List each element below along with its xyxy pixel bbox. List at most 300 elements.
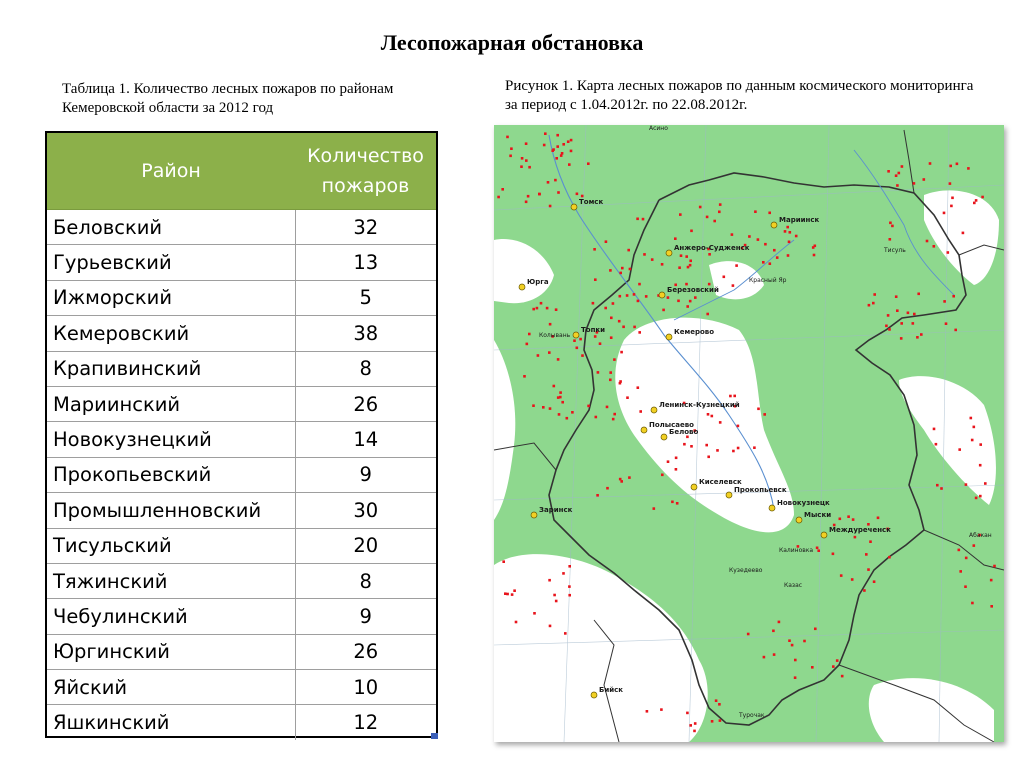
- fire-point: [947, 251, 950, 254]
- count-cell: 10: [295, 670, 436, 705]
- fire-point: [612, 418, 615, 421]
- fire-point: [689, 724, 692, 727]
- table-body: [47, 210, 436, 740]
- fire-point: [620, 480, 623, 483]
- fire-point: [528, 166, 531, 169]
- fire-point: [733, 395, 736, 398]
- fire-point: [683, 443, 686, 446]
- fire-point: [962, 232, 965, 235]
- city-label: Бийск: [599, 686, 624, 694]
- city-label: Юрга: [527, 278, 549, 286]
- fire-point: [675, 457, 678, 460]
- table-row: [47, 210, 436, 245]
- fire-point: [594, 278, 597, 281]
- fire-point: [718, 703, 721, 706]
- fire-point: [888, 556, 891, 559]
- header-count-line2: пожаров: [321, 175, 410, 197]
- fire-point: [912, 322, 915, 325]
- city-marker: [691, 484, 697, 490]
- fire-point: [549, 407, 552, 410]
- fire-point: [896, 184, 899, 187]
- fire-point: [606, 487, 609, 490]
- fire-point: [732, 450, 735, 453]
- fire-point: [887, 314, 890, 317]
- city-label: Калиновка: [779, 547, 814, 554]
- fire-point: [653, 507, 656, 510]
- fire-point: [520, 165, 523, 168]
- fire-point: [619, 295, 622, 298]
- count-cell: 38: [295, 316, 436, 351]
- fire-point: [557, 396, 560, 399]
- header-count: [295, 133, 436, 210]
- fire-point: [612, 302, 615, 305]
- fire-point: [762, 261, 765, 264]
- fire-point: [556, 145, 559, 148]
- fire-point: [525, 201, 528, 204]
- fire-point: [555, 157, 558, 160]
- fire-point: [651, 258, 654, 261]
- fire-point: [573, 339, 576, 342]
- fire-point: [676, 502, 679, 505]
- fire-point: [763, 413, 766, 416]
- city-marker: [666, 250, 672, 256]
- fire-point: [901, 165, 904, 168]
- fire-point: [606, 406, 609, 409]
- fire-point: [667, 460, 670, 463]
- fire-point: [504, 592, 507, 595]
- city-marker: [821, 532, 827, 538]
- fire-point: [547, 181, 550, 184]
- fire-point: [933, 428, 936, 431]
- fire-point: [568, 594, 571, 597]
- fire-point: [747, 633, 750, 636]
- fire-point: [757, 238, 760, 241]
- fire-point: [979, 495, 982, 498]
- count-cell: 26: [295, 386, 436, 421]
- fire-point: [553, 594, 556, 597]
- fire-point: [754, 210, 757, 213]
- fire-point: [637, 386, 640, 389]
- fire-point: [557, 191, 560, 194]
- fire-point: [678, 266, 681, 269]
- city-marker: [796, 517, 802, 523]
- city-label: Абакан: [969, 532, 992, 539]
- count-cell: 26: [295, 634, 436, 669]
- fire-point: [900, 337, 903, 340]
- count-cell: 30: [295, 493, 436, 528]
- fire-point: [592, 302, 595, 305]
- fire-point: [638, 331, 641, 334]
- fire-point: [839, 518, 842, 521]
- table-row: [47, 386, 436, 421]
- fire-point: [628, 476, 631, 479]
- fire-point: [570, 139, 573, 142]
- fire-point: [533, 612, 536, 615]
- fire-point: [509, 155, 512, 158]
- fire-point: [965, 483, 968, 486]
- fire-point: [913, 182, 916, 185]
- fire-point: [952, 295, 955, 298]
- fire-point: [497, 196, 500, 199]
- fire-point: [686, 305, 689, 308]
- fire-point: [708, 283, 711, 286]
- slide-title: Лесопожарная обстановка: [380, 30, 644, 55]
- fire-point: [813, 254, 816, 257]
- fire-point: [817, 549, 820, 552]
- fire-point: [596, 494, 599, 497]
- city-marker: [641, 427, 647, 433]
- fire-point: [562, 572, 565, 575]
- count-cell: 32: [295, 210, 436, 245]
- city-marker: [659, 292, 665, 298]
- region-cell: Чебулинский: [47, 599, 295, 634]
- fire-map: [494, 125, 1004, 742]
- fire-point: [555, 600, 558, 603]
- fire-point: [540, 302, 543, 305]
- fire-point: [629, 268, 632, 271]
- fire-point: [990, 579, 993, 582]
- fire-point: [964, 585, 967, 588]
- fire-point: [979, 443, 982, 446]
- region-cell: Тисульский: [47, 528, 295, 563]
- fire-point: [787, 254, 790, 257]
- count-cell: 13: [295, 245, 436, 280]
- region-cell: Яйский: [47, 670, 295, 705]
- fire-point: [949, 165, 952, 168]
- fire-point: [865, 553, 868, 556]
- city-label: Топки: [581, 326, 606, 334]
- fire-point: [887, 170, 890, 173]
- fire-point: [571, 411, 574, 414]
- table-row: [47, 634, 436, 669]
- fire-point: [993, 565, 996, 568]
- fire-point: [719, 203, 722, 206]
- fire-point: [970, 417, 973, 420]
- fire-point: [523, 375, 526, 378]
- fire-point: [832, 553, 835, 556]
- fire-point: [620, 351, 623, 354]
- city-label: Казас: [784, 582, 803, 589]
- fire-point: [788, 241, 791, 244]
- fire-point: [748, 235, 751, 238]
- fire-point: [791, 644, 794, 647]
- fire-point: [965, 557, 968, 560]
- city-label: Прокопьевск: [734, 486, 787, 494]
- table-row: [47, 528, 436, 563]
- fire-point: [693, 730, 696, 733]
- city-label: Томск: [579, 198, 604, 206]
- fire-point: [568, 585, 571, 588]
- fire-point: [556, 134, 559, 137]
- fire-point: [973, 426, 976, 429]
- fire-point: [568, 163, 571, 166]
- fire-point: [661, 474, 664, 477]
- city-label: Асино: [649, 125, 668, 132]
- fire-point: [923, 178, 926, 181]
- fire-point: [832, 665, 835, 668]
- fire-point: [868, 304, 871, 307]
- count-cell: 20: [295, 528, 436, 563]
- fire-point: [854, 536, 857, 539]
- table-row: [47, 280, 436, 315]
- fire-point: [562, 143, 565, 146]
- fire-point: [863, 589, 866, 592]
- table-row: [47, 599, 436, 634]
- fire-point: [716, 449, 719, 452]
- fire-point: [667, 296, 670, 299]
- fire-point: [958, 448, 961, 451]
- region-cell: Юргинский: [47, 634, 295, 669]
- fire-point: [646, 710, 649, 713]
- fire-point: [950, 205, 953, 208]
- fire-point: [711, 720, 714, 723]
- city-marker: [726, 492, 732, 498]
- fire-point: [936, 484, 939, 487]
- fire-point: [895, 174, 898, 177]
- fire-point: [694, 296, 697, 299]
- fire-point: [811, 666, 814, 669]
- city-label: Полысаево: [649, 421, 694, 429]
- fire-point: [549, 205, 552, 208]
- region-cell: Тяжинский: [47, 563, 295, 598]
- header-region: Район: [47, 133, 295, 210]
- fire-point: [949, 182, 952, 185]
- fire-point: [735, 264, 738, 267]
- fire-point: [557, 358, 560, 361]
- fire-point: [731, 233, 734, 236]
- fire-point: [873, 580, 876, 583]
- fire-point: [772, 630, 775, 633]
- city-label: Кузедеево: [729, 567, 763, 574]
- table-header-row: [47, 133, 436, 210]
- city-marker: [571, 204, 577, 210]
- fire-point: [568, 565, 571, 568]
- fire-map-svg: [494, 125, 1004, 742]
- region-cell: Яшкинский: [47, 705, 295, 740]
- city-label: Красный Яр: [749, 277, 787, 284]
- fire-point: [851, 578, 854, 581]
- fire-point: [502, 560, 505, 563]
- fire-point: [719, 719, 722, 722]
- fire-point: [661, 263, 664, 266]
- fire-point: [737, 425, 740, 428]
- fire-point: [895, 295, 898, 298]
- fire-point: [891, 225, 894, 228]
- fire-point: [633, 293, 636, 296]
- fire-point: [768, 212, 771, 215]
- fire-point: [621, 267, 624, 270]
- fire-point: [619, 478, 622, 481]
- fire-point: [526, 343, 529, 346]
- city-marker: [666, 334, 672, 340]
- header-count-line1: Количество: [307, 145, 424, 167]
- fire-point: [546, 307, 549, 310]
- fire-point: [527, 195, 530, 198]
- table-row: [47, 245, 436, 280]
- city-marker: [769, 505, 775, 511]
- region-cell: Беловский: [47, 210, 295, 245]
- fire-point: [920, 333, 923, 336]
- count-cell: 8: [295, 563, 436, 598]
- fire-point: [723, 276, 726, 279]
- fire-point: [694, 722, 697, 725]
- fire-point: [662, 309, 665, 312]
- fire-point: [816, 547, 819, 550]
- table-row: [47, 316, 436, 351]
- fire-point: [794, 659, 797, 662]
- fire-point: [773, 653, 776, 656]
- fire-point: [795, 235, 798, 238]
- fire-point: [867, 568, 870, 571]
- fire-point: [627, 249, 630, 252]
- city-label: Колывань: [539, 332, 571, 339]
- count-cell: 9: [295, 599, 436, 634]
- table-row: [47, 563, 436, 598]
- fire-point: [773, 249, 776, 252]
- fire-point: [708, 253, 711, 256]
- fire-point: [958, 549, 961, 552]
- fire-point: [814, 628, 817, 631]
- fire-point: [554, 179, 557, 182]
- city-marker: [771, 222, 777, 228]
- fire-point: [719, 421, 722, 424]
- fire-point: [929, 162, 932, 165]
- count-cell: 9: [295, 457, 436, 492]
- city-label: Киселевск: [699, 478, 742, 486]
- table-row: [47, 351, 436, 386]
- fire-point: [933, 245, 936, 248]
- fire-point: [711, 415, 714, 418]
- region-cell: Крапивинский: [47, 351, 295, 386]
- fire-point: [610, 317, 613, 320]
- region-cell: Гурьевский: [47, 245, 295, 280]
- fire-point: [715, 699, 718, 702]
- fire-point: [618, 320, 621, 323]
- fire-point: [532, 404, 535, 407]
- table-caption: Таблица 1. Количество лесных пожаров по районам Кемеровской области за 2012 год: [62, 81, 394, 116]
- fire-point: [544, 132, 547, 135]
- city-marker: [661, 434, 667, 440]
- table-row: [47, 493, 436, 528]
- city-label: Турочак: [739, 712, 765, 719]
- fire-point: [713, 220, 716, 223]
- fire-point: [553, 385, 556, 388]
- fire-point: [689, 260, 692, 263]
- fire-point: [973, 202, 976, 205]
- table-row: [47, 670, 436, 705]
- fire-point: [732, 284, 735, 287]
- fire-point: [548, 579, 551, 582]
- fire-point: [643, 253, 646, 256]
- fires-table: [45, 131, 438, 738]
- fire-point: [593, 248, 596, 251]
- fire-point: [567, 140, 570, 143]
- fire-point: [548, 351, 551, 354]
- fire-point: [642, 218, 645, 221]
- table-row: [47, 422, 436, 457]
- fire-point: [581, 195, 584, 198]
- fire-point: [889, 222, 892, 225]
- fire-point: [729, 395, 732, 398]
- fire-point: [560, 154, 563, 157]
- table-row: [47, 457, 436, 492]
- fire-point: [757, 408, 760, 411]
- count-cell: 12: [353, 711, 379, 735]
- fire-point: [515, 621, 518, 624]
- fire-point: [786, 226, 789, 229]
- fire-point: [671, 501, 674, 504]
- fire-point: [907, 312, 910, 315]
- fire-point: [605, 240, 608, 243]
- fire-point: [718, 211, 721, 214]
- fire-point: [633, 326, 636, 329]
- fire-point: [638, 283, 641, 286]
- fire-point: [675, 468, 678, 471]
- fire-point: [525, 142, 528, 145]
- count-cell: 8: [295, 351, 436, 386]
- table-row: [47, 705, 436, 740]
- fire-point: [872, 302, 875, 305]
- fire-point: [626, 294, 629, 297]
- fire-point: [561, 152, 564, 155]
- city-label: Анжеро-Судженск: [674, 244, 750, 252]
- fire-point: [576, 347, 579, 350]
- fire-point: [873, 293, 876, 296]
- count-cell: 14: [295, 422, 436, 457]
- fire-point: [609, 269, 612, 272]
- city-marker: [573, 332, 579, 338]
- fire-point: [543, 144, 546, 147]
- fire-point: [979, 464, 982, 467]
- fire-point: [690, 230, 693, 233]
- fire-point: [587, 405, 590, 408]
- table-resize-handle[interactable]: [431, 733, 438, 739]
- fire-point: [794, 676, 797, 679]
- city-label: Мариинск: [779, 216, 820, 224]
- fire-point: [513, 589, 516, 592]
- fire-point: [680, 254, 683, 257]
- fire-point: [885, 325, 888, 328]
- fire-point: [945, 322, 948, 325]
- fire-point: [626, 396, 629, 399]
- fire-point: [784, 230, 787, 233]
- fire-point: [877, 517, 880, 520]
- fire-point: [737, 447, 740, 450]
- fire-point: [943, 212, 946, 215]
- city-label: Ленинск-Кузнецкий: [659, 401, 740, 409]
- fire-point: [619, 380, 622, 383]
- fire-point: [613, 413, 616, 416]
- fire-point: [587, 162, 590, 165]
- fire-point: [778, 621, 781, 624]
- fire-point: [525, 159, 528, 162]
- fire-point: [788, 639, 791, 642]
- fire-point: [981, 196, 984, 199]
- city-label: Междуреченск: [829, 526, 891, 534]
- fire-point: [636, 218, 639, 221]
- city-label: Новокузнецк: [777, 499, 830, 507]
- fire-point: [869, 540, 872, 543]
- fire-point: [840, 574, 843, 577]
- city-marker: [519, 284, 525, 290]
- fire-point: [561, 401, 564, 404]
- fire-point: [913, 313, 916, 316]
- fire-point: [564, 632, 567, 635]
- fire-point: [764, 243, 767, 246]
- fire-point: [699, 206, 702, 209]
- fire-point: [841, 675, 844, 678]
- fire-point: [549, 625, 552, 628]
